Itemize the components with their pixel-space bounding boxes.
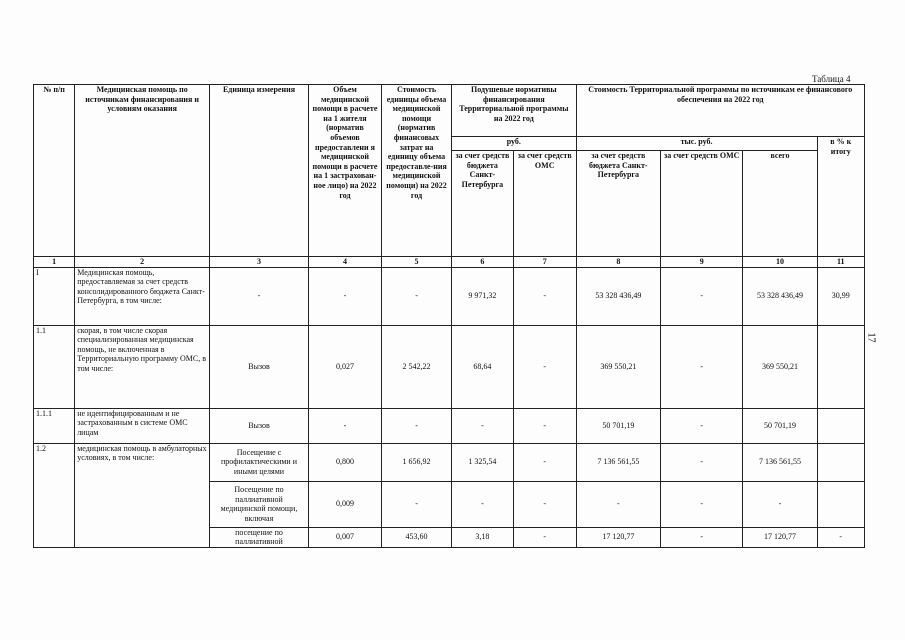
row-care-type: Медицинская помощь, предоставляемая за счет средств консолидированного бюджета Санкт-Петербурга, в том числе:: [75, 267, 210, 325]
row-number: 1.2: [34, 443, 75, 547]
row-c9: -: [661, 527, 743, 547]
row-care-type: медицинская помощь в амбулаторных условиях, в том числе:: [75, 443, 210, 547]
row-c9: -: [661, 443, 743, 481]
row-c7: -: [513, 408, 576, 443]
row-c9: -: [661, 481, 743, 527]
table-caption: Таблица 4: [812, 74, 851, 84]
row-c10: 50 701,19: [743, 408, 817, 443]
row-c8: 369 550,21: [576, 325, 660, 408]
header-norm-group: Подушевые нормативы финансирования Территориальной программы на 2022 год: [452, 85, 577, 137]
row-unit: Вызов: [210, 408, 309, 443]
row-c10: -: [743, 481, 817, 527]
index-cell: 11: [817, 257, 864, 268]
header-num: № п/п: [34, 85, 75, 257]
index-cell: 7: [513, 257, 576, 268]
row-c8: 50 701,19: [576, 408, 660, 443]
table-row: [34, 408, 865, 443]
row-c11: [817, 408, 864, 443]
row-c7: -: [513, 527, 576, 547]
row-unit-cost: -: [382, 481, 452, 527]
row-c6: -: [452, 408, 514, 443]
row-volume: 0,027: [308, 325, 381, 408]
row-c10: 17 120,77: [743, 527, 817, 547]
row-c8: -: [576, 481, 660, 527]
row-unit-cost: 2 542,22: [382, 325, 452, 408]
data-table: [33, 84, 865, 548]
row-c10: 53 328 436,49: [743, 267, 817, 325]
header-c10: всего: [743, 151, 817, 257]
index-cell: 4: [308, 257, 381, 268]
row-unit: Посещение по паллиативной медицинской помощи, включая: [210, 481, 309, 527]
table-row: [34, 267, 865, 325]
row-c11: [817, 325, 864, 408]
page-number: 17: [865, 332, 877, 343]
row-c7: -: [513, 443, 576, 481]
row-c11: [817, 481, 864, 527]
row-unit-cost: -: [382, 267, 452, 325]
row-c9: -: [661, 408, 743, 443]
row-c7: -: [513, 481, 576, 527]
index-cell: 9: [661, 257, 743, 268]
header-rub: руб.: [452, 137, 577, 151]
index-cell: 10: [743, 257, 817, 268]
row-c6: -: [452, 481, 514, 527]
header-c9: за счет средств ОМС: [661, 151, 743, 257]
header-c7: за счет средств ОМС: [513, 151, 576, 257]
row-c8: 17 120,77: [576, 527, 660, 547]
header-pct: в % к итогу: [817, 137, 864, 257]
index-cell: 3: [210, 257, 309, 268]
row-unit: Вызов: [210, 325, 309, 408]
row-c6: 1 325,54: [452, 443, 514, 481]
index-row: [34, 257, 865, 268]
row-unit: Посещение с профилактическими и иными целями: [210, 443, 309, 481]
row-number: 1.1: [34, 325, 75, 408]
table-row: [34, 443, 865, 481]
index-cell: 2: [75, 257, 210, 268]
row-volume: 0,800: [308, 443, 381, 481]
row-unit: посещение по паллиативной: [210, 527, 309, 547]
row-volume: -: [308, 267, 381, 325]
index-cell: 8: [576, 257, 660, 268]
row-c6: 9 971,32: [452, 267, 514, 325]
row-c11: 30,99: [817, 267, 864, 325]
row-c8: 53 328 436,49: [576, 267, 660, 325]
row-c11: [817, 443, 864, 481]
header-cost-group: Стоимость Территориальной программы по источникам ее финансового обеспечения на 2022 год: [576, 85, 864, 137]
header-volume: Объем медицинской помощи в расчете на 1 жителя (норматив объемов предоставлени я медицинской помощи в расчете на 1 застрахован-ное лицо) на 2022 год: [308, 85, 381, 257]
index-cell: 1: [34, 257, 75, 268]
index-cell: 5: [382, 257, 452, 268]
row-care-type: не идентифицированным и не застрахованным в системе ОМС лицам: [75, 408, 210, 443]
row-unit-cost: 453,60: [382, 527, 452, 547]
row-c6: 68,64: [452, 325, 514, 408]
table-row: [34, 325, 865, 408]
row-number: 1.1.1: [34, 408, 75, 443]
header-unit: Единица измерения: [210, 85, 309, 257]
header-c8: за счет средств бюджета Санкт-Петербурга: [576, 151, 660, 257]
row-c10: 369 550,21: [743, 325, 817, 408]
row-c8: 7 136 561,55: [576, 443, 660, 481]
row-volume: 0,009: [308, 481, 381, 527]
row-number: I: [34, 267, 75, 325]
header-unit-cost: Стоимость единицы объема медицинской помощи (норматив финансовых затрат на единицу объема предоставле-ния медицинской помощи) на 2022 год: [382, 85, 452, 257]
row-c6: 3,18: [452, 527, 514, 547]
row-care-type: скорая, в том числе скорая специализированная медицинская помощь, не включенная в Территориальную программу ОМС, в том числе:: [75, 325, 210, 408]
index-cell: 6: [452, 257, 514, 268]
header-care: Медицинская помощь по источникам финансирования и условиям оказания: [75, 85, 210, 257]
row-c10: 7 136 561,55: [743, 443, 817, 481]
row-unit-cost: 1 656,92: [382, 443, 452, 481]
header-tys-rub: тыс. руб.: [576, 137, 817, 151]
row-unit-cost: -: [382, 408, 452, 443]
row-c7: -: [513, 267, 576, 325]
row-unit: -: [210, 267, 309, 325]
row-volume: 0,007: [308, 527, 381, 547]
row-c9: -: [661, 267, 743, 325]
header-c6: за счет средств бюджета Санкт-Петербурга: [452, 151, 514, 257]
row-c9: -: [661, 325, 743, 408]
row-c11: -: [817, 527, 864, 547]
row-volume: -: [308, 408, 381, 443]
row-c7: -: [513, 325, 576, 408]
